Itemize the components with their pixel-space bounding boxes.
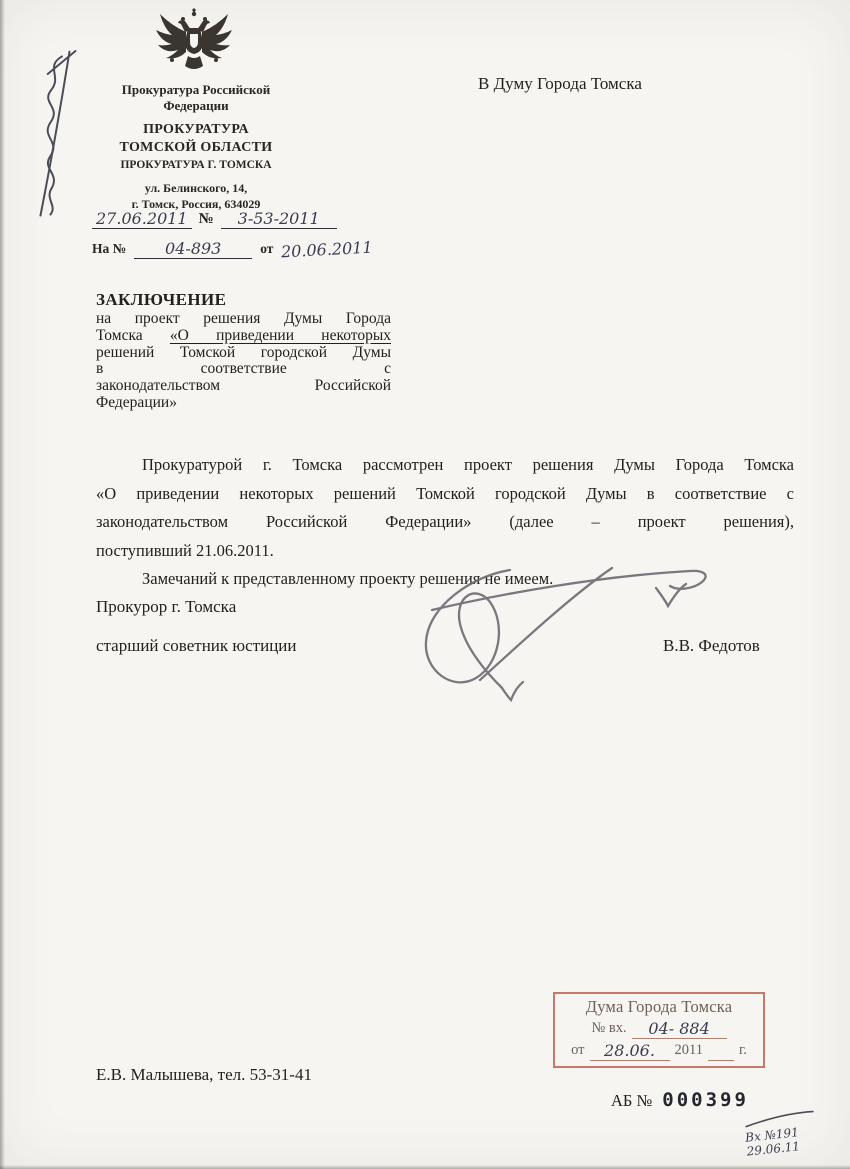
ref-from-label: от — [260, 241, 274, 256]
stamp-year-suffix: г. — [738, 1042, 747, 1058]
scan-edge-left — [0, 0, 5, 1169]
signature-scribble — [360, 542, 735, 702]
stamp-title: Дума Города Томска — [585, 997, 733, 1016]
outgoing-date-line — [92, 209, 337, 229]
body-line: законодательством Российской Федерации» (далее – проект решения), — [96, 512, 794, 532]
form-number-stamped: 000399 — [662, 1089, 749, 1111]
body-line: Замечаний к представленному проекту решения не имеем. — [142, 569, 554, 589]
outgoing-date-handwritten: 27.06.2011 — [92, 209, 192, 229]
subject-line — [96, 328, 391, 345]
signer-name: В.В. Федотов — [663, 636, 760, 655]
subject-line: законодательством Российской — [96, 377, 391, 395]
subject-line-prefix: Томска — [96, 326, 143, 344]
letterhead-office — [103, 121, 289, 156]
scan-edge-bottom — [0, 1165, 850, 1169]
outgoing-number-handwritten: 3-53-2011 — [221, 209, 337, 229]
signer-position: Прокурор г. Томска — [96, 597, 237, 616]
body-line: поступивший 21.06.2011. — [96, 540, 274, 560]
stamp-in-label: № вх. — [591, 1020, 627, 1036]
letterhead-organization — [103, 82, 289, 114]
reference-line — [92, 237, 374, 262]
ref-label: На № — [92, 241, 127, 256]
stamp-year: 2011 — [674, 1042, 703, 1058]
subject-line: решений Томской городской Думы — [96, 343, 391, 361]
margin-scribble — [5, 45, 97, 224]
corner-note-line1: Вх №191 — [744, 1125, 800, 1145]
corner-handwritten-note — [743, 1108, 819, 1158]
form-number-line — [611, 1089, 749, 1111]
ref-number-handwritten: 04-893 — [134, 239, 252, 259]
document-title: ЗАКЛЮЧЕНИЕ — [96, 290, 227, 309]
subject-line-underlined: «О приведении некоторых — [169, 326, 391, 344]
stamp-blank-line — [708, 1060, 734, 1061]
incoming-stamp — [553, 992, 765, 1068]
ref-date-handwritten: 20.06.2011 — [280, 237, 374, 262]
subject-line: Федерации» — [96, 393, 177, 411]
recipient-line: В Думу Города Томска — [478, 74, 642, 93]
letterhead-office-line2: ТОМСКОЙ ОБЛАСТИ — [119, 139, 273, 155]
executor-contact: Е.В. Малышева, тел. 53-31-41 — [96, 1065, 312, 1084]
stamp-in-number-handwritten: 04- 884 — [632, 1019, 727, 1039]
stamp-from-label: от — [571, 1042, 585, 1058]
letterhead-org-line2: Федерации — [163, 98, 229, 113]
stamp-date-handwritten: 28.06. — [590, 1041, 670, 1061]
subject-line: на проект решения Думы Города — [96, 310, 391, 327]
letterhead-office-line1: ПРОКУРАТУРА — [143, 122, 249, 137]
letterhead-address-line2: г. Томск, Россия, 634029 — [131, 196, 261, 211]
number-sign-label: № — [198, 211, 214, 227]
conclusion-subject — [96, 311, 391, 412]
stamp-number-row — [563, 1019, 755, 1039]
coat-of-arms-emblem — [152, 8, 236, 78]
letterhead-address-line1: ул. Белинского, 14, — [144, 181, 248, 195]
stamp-date-row — [563, 1041, 755, 1061]
letterhead-org-line1: Прокуратура Российской — [121, 82, 271, 97]
body-line: Прокуратурой г. Томска рассмотрен проект решения Думы Города Томска — [142, 455, 794, 474]
subject-line: в соответствие с — [96, 360, 391, 378]
letterhead-address — [103, 181, 289, 212]
signer-rank: старший советник юстиции — [96, 636, 297, 655]
body-line: «О приведении некоторых решений Томской городской Думы в соответствие с — [96, 483, 794, 503]
form-number-label: АБ № — [611, 1091, 653, 1110]
letterhead-sub-office: ПРОКУРАТУРА Г. ТОМСКА — [120, 159, 272, 171]
corner-note-line2: 29.06.11 — [745, 1139, 801, 1159]
